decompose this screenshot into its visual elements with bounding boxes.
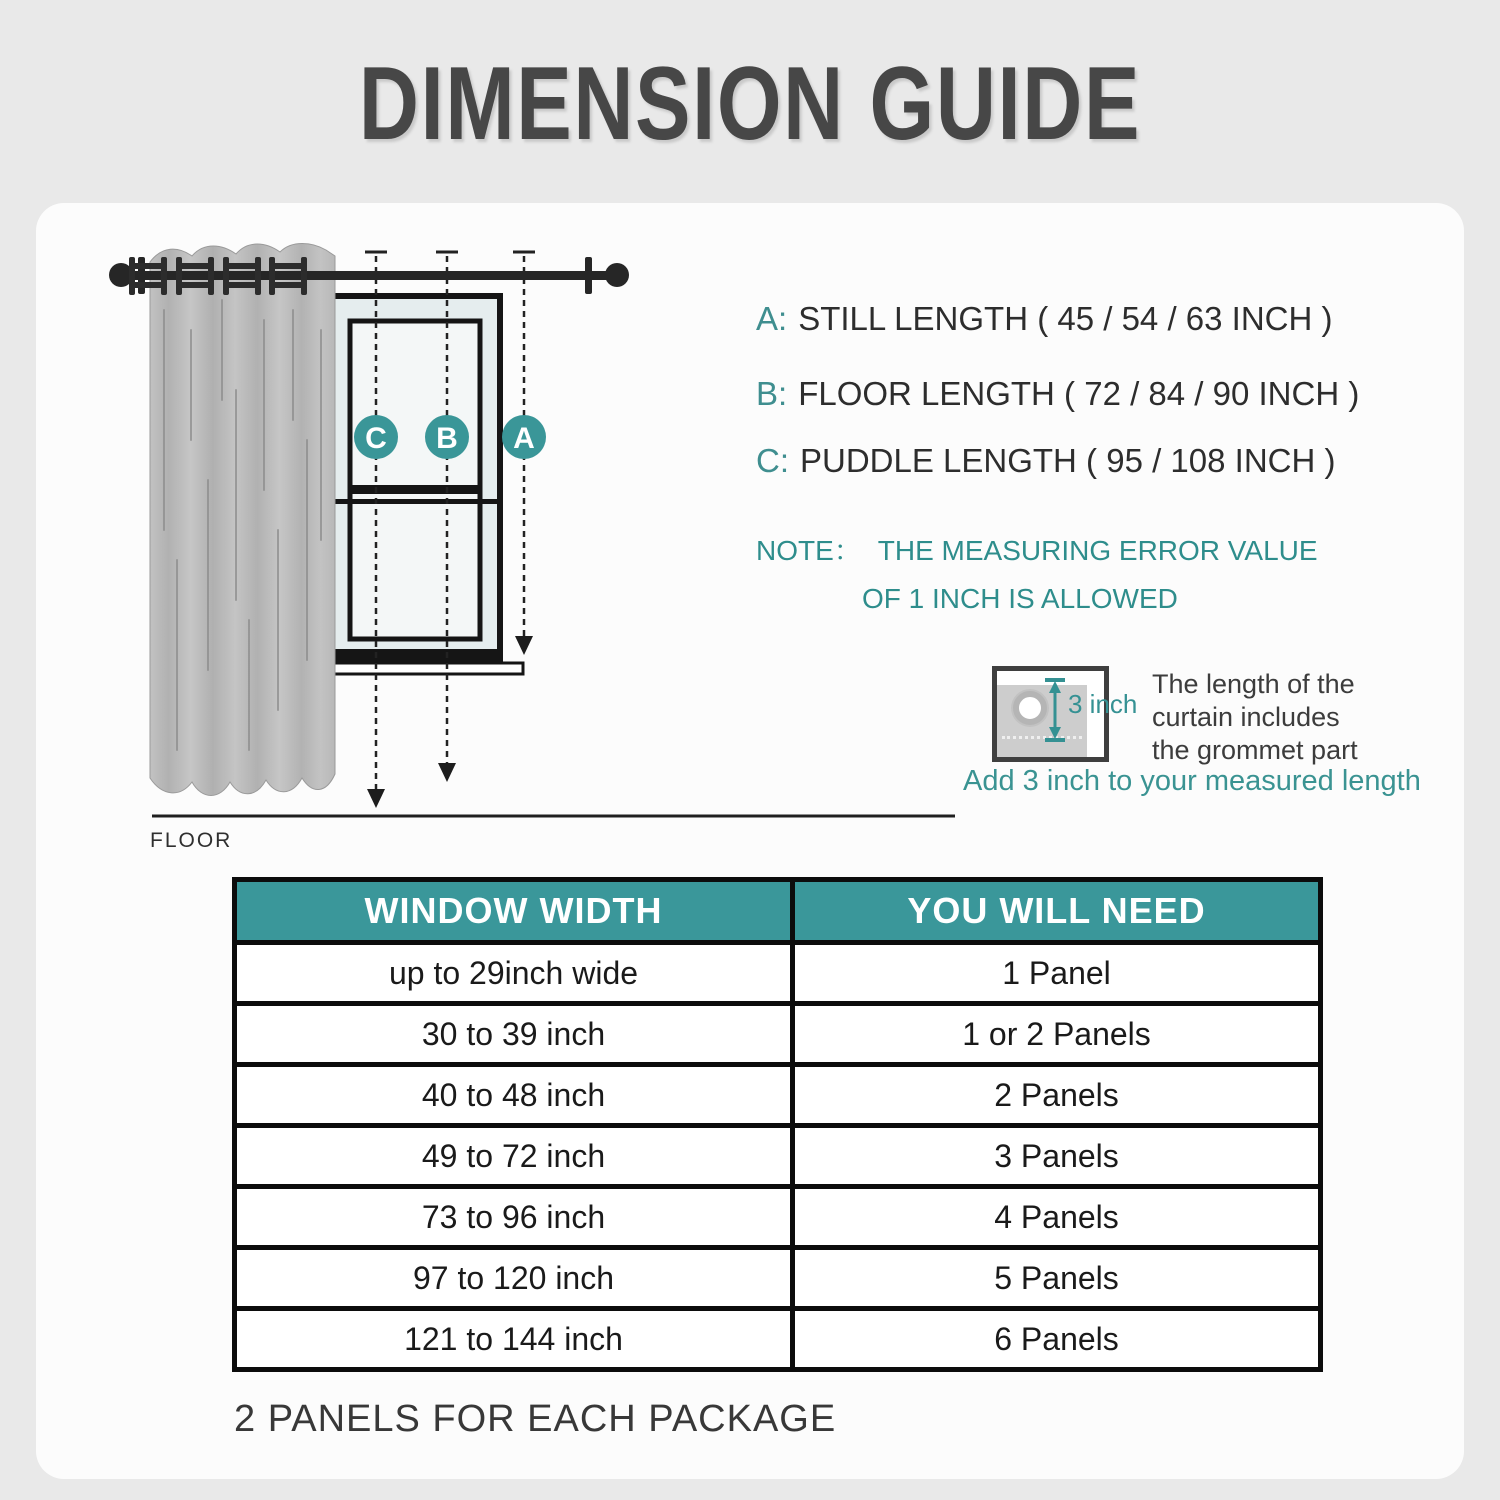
length-b-text: FLOOR LENGTH ( 72 / 84 / 90 INCH ) [798, 375, 1360, 412]
three-inch-arrow-icon [1043, 678, 1067, 742]
cell-panels-needed: 4 Panels [793, 1187, 1321, 1248]
note-line-1 [756, 537, 1318, 565]
cell-width-range: 30 to 39 inch [235, 1004, 793, 1065]
cell-width-range: 40 to 48 inch [235, 1065, 793, 1126]
length-a-line [756, 302, 1332, 335]
rod-finial-right [605, 263, 629, 287]
badge-a-label: A [513, 422, 535, 455]
window-sill [318, 663, 523, 674]
table-row [235, 943, 1321, 1004]
grommet-stitch-line [1002, 736, 1082, 739]
note-label: NOTE： [756, 535, 862, 566]
cell-panels-needed: 5 Panels [793, 1248, 1321, 1309]
window [318, 296, 523, 674]
table-row [235, 1126, 1321, 1187]
arrowhead-b [438, 763, 456, 782]
grommet-description-line-2: curtain includes [1152, 702, 1340, 732]
page-title: DIMENSION GUIDE [358, 46, 1142, 162]
arrowhead-c [367, 789, 385, 808]
cell-width-range: up to 29inch wide [235, 943, 793, 1004]
cell-width-range: 121 to 144 inch [235, 1309, 793, 1370]
badge-b-label: B [436, 422, 458, 455]
grommet-description [1152, 668, 1358, 767]
table-row [235, 1065, 1321, 1126]
header-window-width: WINDOW WIDTH [235, 880, 793, 943]
length-a-text: STILL LENGTH ( 45 / 54 / 63 INCH ) [798, 300, 1333, 337]
length-b-line [756, 377, 1359, 410]
grommet-measure-label: 3 inch [1068, 689, 1138, 719]
cell-panels-needed: 3 Panels [793, 1126, 1321, 1187]
floor-label: FLOOR [150, 829, 233, 852]
cell-width-range: 49 to 72 inch [235, 1126, 793, 1187]
table-row [235, 1248, 1321, 1309]
panel-count-table [232, 877, 1323, 1372]
cell-panels-needed: 1 Panel [793, 943, 1321, 1004]
table-row [235, 1309, 1321, 1370]
note-line-2: OF 1 INCH IS ALLOWED [862, 583, 1178, 614]
badge-c-label: C [365, 422, 387, 455]
length-c-letter: C: [756, 442, 789, 479]
cell-panels-needed: 2 Panels [793, 1065, 1321, 1126]
note-text-1: THE MEASURING ERROR VALUE [877, 535, 1318, 566]
table-row [235, 1004, 1321, 1065]
length-c-text: PUDDLE LENGTH ( 95 / 108 INCH ) [800, 442, 1336, 479]
header-you-will-need: YOU WILL NEED [793, 880, 1321, 943]
arrowhead-a [515, 636, 533, 655]
length-b-letter: B: [756, 375, 788, 412]
cell-panels-needed: 6 Panels [793, 1309, 1321, 1370]
table-header-row [235, 880, 1321, 943]
cell-panels-needed: 1 or 2 Panels [793, 1004, 1321, 1065]
grommet-description-line-3: the grommet part [1152, 735, 1358, 765]
length-c-line [756, 444, 1335, 477]
grommet-hole-icon [1013, 691, 1047, 725]
length-a-letter: A: [756, 300, 788, 337]
grommet-tip: Add 3 inch to your measured length [963, 765, 1421, 797]
table-row [235, 1187, 1321, 1248]
grommet-description-line-1: The length of the [1152, 669, 1355, 699]
package-footnote: 2 PANELS FOR EACH PACKAGE [234, 1398, 837, 1440]
curtain-panel [150, 244, 335, 796]
measure-badges [354, 415, 546, 459]
cell-width-range: 97 to 120 inch [235, 1248, 793, 1309]
cell-width-range: 73 to 96 inch [235, 1187, 793, 1248]
